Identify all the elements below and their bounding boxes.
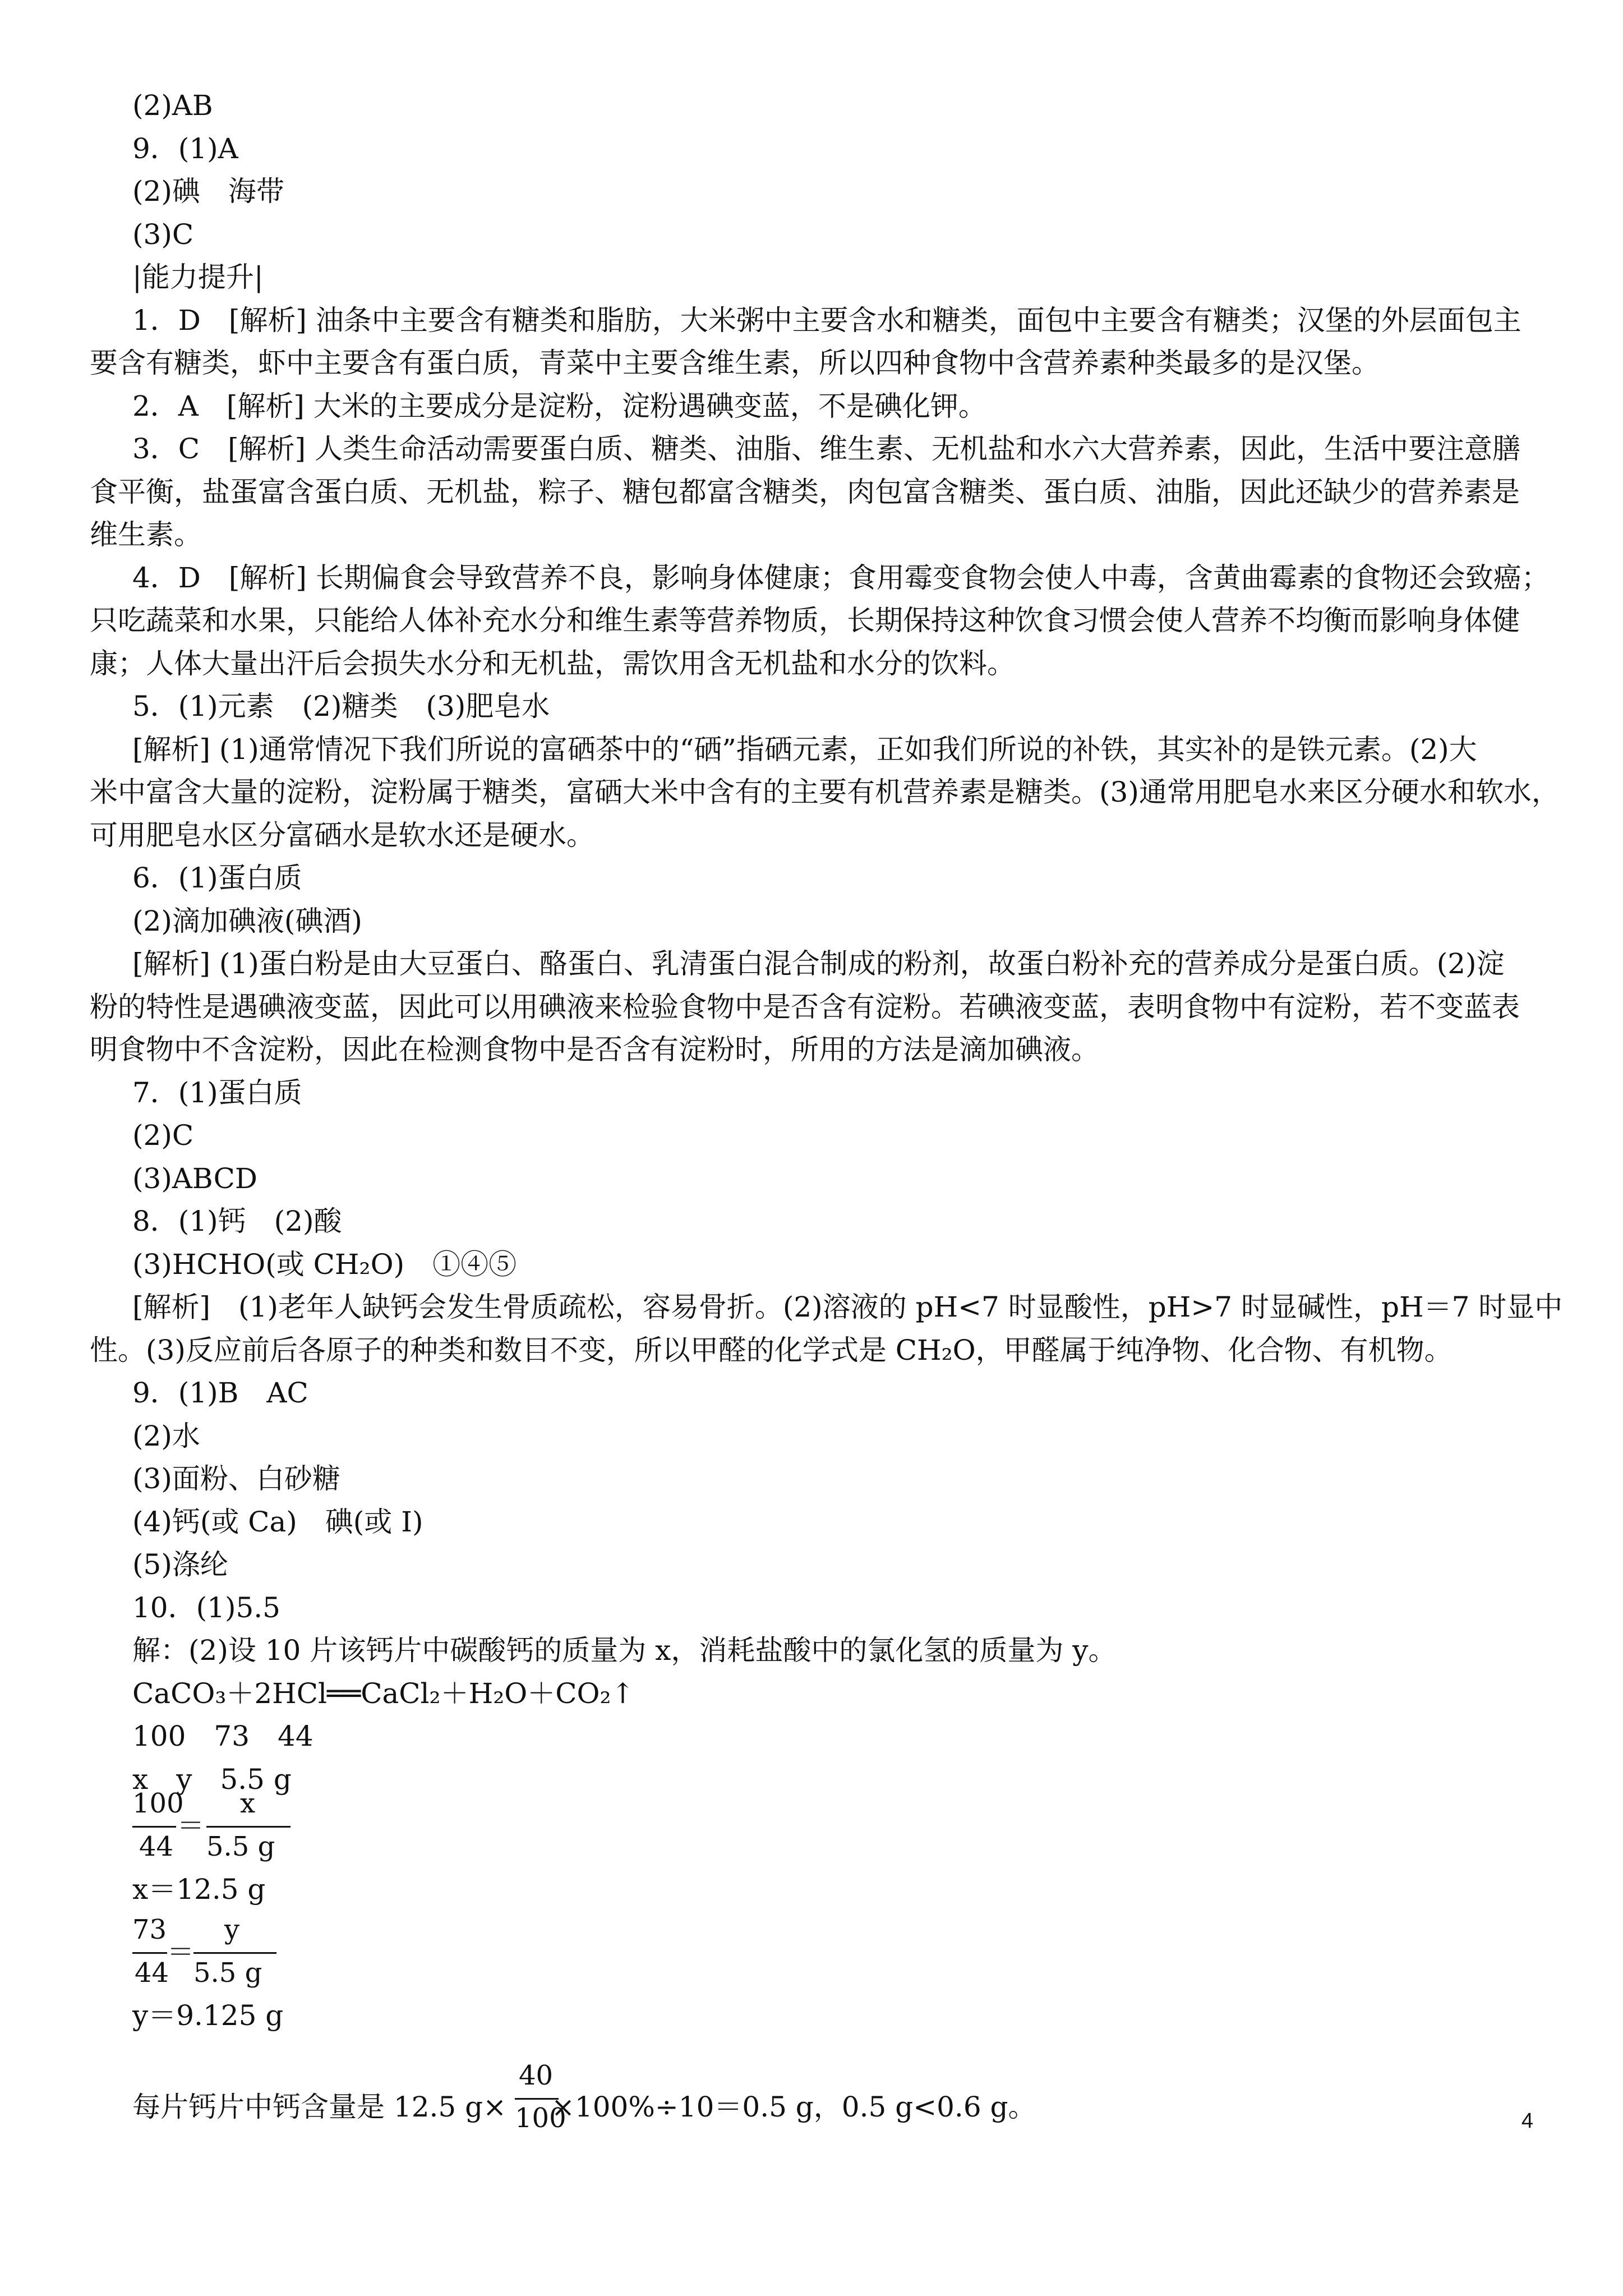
final-suffix: ×100%÷10＝0.5 g，0.5 g<0.6 g。 [551,2091,1036,2123]
page-number: 4 [1521,2109,1533,2133]
text-line: (3)面粉、白砂糖 [132,1462,340,1495]
text-line: 可用肥皂水区分富硒水是软水还是硬水。 [90,818,594,852]
fraction-1-right-numerator: x [240,1788,256,1819]
text-line: 9．(1)B AC [132,1377,308,1409]
text-line: [解析] (1)老年人缺钙会发生骨质疏松，容易骨折。(2)溶液的 pH<7 时显酸性，pH>7 时显碱性，pH＝7 时显中 [132,1291,1563,1323]
text-line: 明食物中不含淀粉，因此在检测食物中是否含有淀粉时，所用的方法是滴加碘液。 [90,1033,1099,1066]
text-line: (2)AB [132,89,213,122]
text-line: 要含有糖类，虾中主要含有蛋白质，青菜中主要含维生素，所以四种食物中含营养素种类最多的是汉堡。 [90,347,1380,379]
text-line: (3)C [132,218,194,251]
fraction-2-right-bar [193,1952,276,1954]
text-line: (5)涤纶 [132,1548,228,1581]
final-fraction-denominator: 100 [515,2102,566,2134]
fraction-2-equals: ＝ [167,1936,195,1968]
fraction-2-right-denominator: 5.5 g [193,1957,262,1989]
text-line: 只吃蔬菜和水果，只能给人体补充水分和维生素等营养物质，长期保持这种饮食习惯会使人营养不均衡而影响身体健 [90,604,1520,637]
text-line: 6．(1)蛋白质 [132,862,302,894]
final-prefix: 每片钙片中钙含量是 12.5 g× [132,2091,507,2123]
text-line: (2)碘 海带 [132,175,284,208]
fraction-1-left-bar [132,1826,176,1828]
text-line: 4．D [解析] 长期偏食会导致营养不良，影响身体健康；食用霉变食物会使人中毒，含黄曲霉素的食物还会致癌； [132,561,1550,594]
text-line: 米中富含大量的淀粉，淀粉属于糖类，富硒大米中含有的主要有机营养素是糖类。(3)通常用肥皂水来区分硬水和软水， [90,776,1560,808]
fraction-2-left-bar [132,1952,167,1954]
text-line: 粉的特性是遇碘液变蓝，因此可以用碘液来检验食物中是否含有淀粉。若碘液变蓝，表明食物中有淀粉，若不变蓝表 [90,990,1520,1023]
text-line: 5．(1)元素 (2)糖类 (3)肥皂水 [132,690,550,723]
text-line: 性。(3)反应前后各原子的种类和数目不变，所以甲醛的化学式是 CH₂O，甲醛属于纯净物、化合物、有机物。 [90,1333,1453,1366]
text-line: (2)滴加碘液(碘酒) [132,904,362,937]
text-line: 食平衡，盐蛋富含蛋白质、无机盐，粽子、糖包都富含糖类，肉包富含糖类、蛋白质、油脂，因此还缺少的营养素是 [90,475,1520,508]
result-x: x＝12.5 g [132,1873,266,1906]
text-line: 3．C [解析] 人类生命活动需要蛋白质、糖类、油脂、维生素、无机盐和水六大营养素，因此，生活中要注意膳 [132,432,1520,465]
text-line: 解：(2)设 10 片该钙片中碳酸钙的质量为 x，消耗盐酸中的氯化氢的质量为 y。 [132,1634,1117,1667]
text-line: CaCO₃＋2HCl══CaCl₂＋H₂O＋CO₂↑ [132,1677,635,1710]
text-line: 1．D [解析] 油条中主要含有糖类和脂肪，大米粥中主要含水和糖类，面包中主要含有糖类；汉堡的外层面包主 [132,303,1521,337]
fraction-2-right-numerator: y [224,1914,240,1945]
text-line: 9．(1)A [132,132,238,165]
text-line: (2)水 [132,1419,200,1452]
fraction-1-right-denominator: 5.5 g [206,1831,275,1862]
final-fraction-numerator: 40 [519,2060,554,2091]
text-line: 维生素。 [90,518,202,551]
text-line: (3)HCHO(或 CH₂O) ①④⑤ [132,1248,517,1281]
fraction-1-equals: ＝ [177,1810,205,1842]
fraction-1-right-bar [206,1826,291,1828]
fraction-2-left-numerator: 73 [132,1914,167,1945]
fraction-1-left-numerator: 100 [132,1788,184,1819]
fraction-1-left-denominator: 44 [139,1831,174,1862]
text-line: (4)钙(或 Ca) 碘(或 I) [132,1505,423,1538]
text-line: 康；人体大量出汗后会损失水分和无机盐，需饮用含无机盐和水分的饮料。 [90,647,1015,680]
text-line: [解析] (1)蛋白粉是由大豆蛋白、酪蛋白、乳清蛋白混合制成的粉剂，故蛋白粉补充的营养成分是蛋白质。(2)淀 [132,947,1505,980]
text-line: |能力提升| [132,261,264,293]
final-calculation [132,2086,1590,2128]
text-line: [解析] (1)通常情况下我们所说的富硒茶中的“硒”指硒元素，正如我们所说的补铁，其实补的是铁元素。(2)大 [132,733,1477,766]
result-y: y＝9.125 g [132,1999,284,2032]
text-line: (3)ABCD [132,1162,257,1195]
text-line: 8．(1)钙 (2)酸 [132,1205,342,1237]
fraction-2-left-denominator: 44 [135,1957,169,1989]
text-line: 10．(1)5.5 [132,1591,280,1624]
text-line: 100 73 44 [132,1720,313,1752]
final-fraction-bar [515,2098,559,2100]
text-line: x y 5.5 g [132,1763,292,1796]
text-line: 2．A [解析] 大米的主要成分是淀粉，淀粉遇碘变蓝，不是碘化钾。 [132,389,986,422]
text-line: 7．(1)蛋白质 [132,1076,302,1109]
text-line: (2)C [132,1119,194,1152]
